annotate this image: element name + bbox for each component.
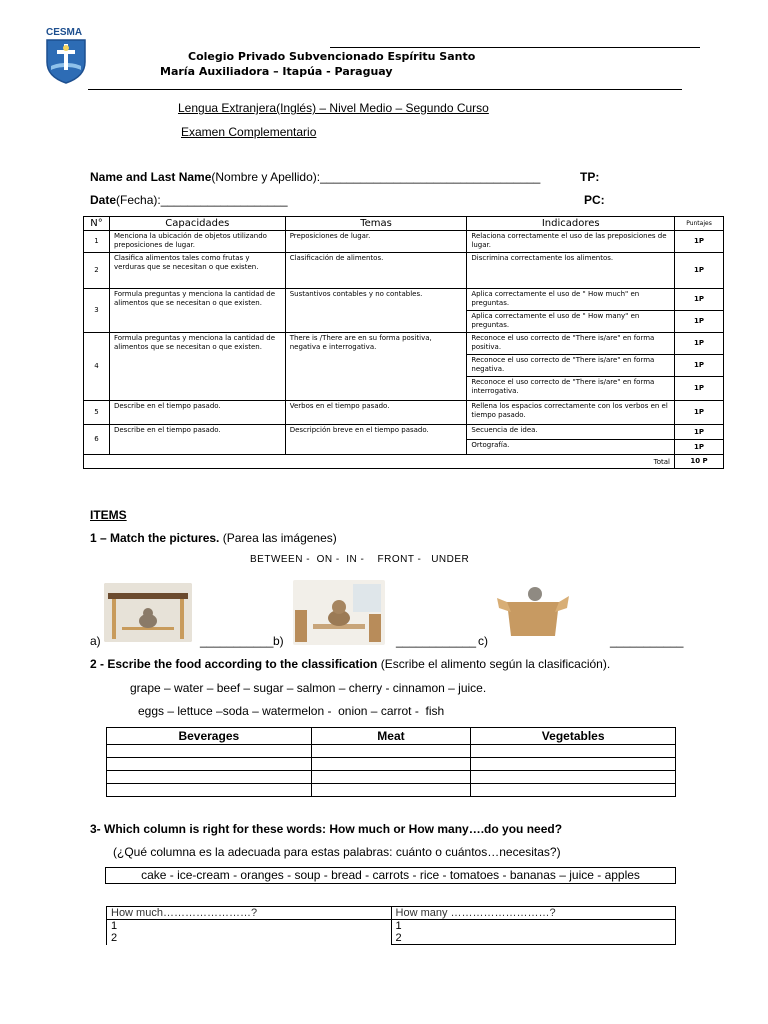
row-number: 2	[84, 253, 110, 289]
line-number: 2	[395, 932, 402, 944]
answer-cell[interactable]	[107, 920, 392, 945]
name-blank: (Nombre y Apellido):_________________________________	[211, 170, 541, 184]
question-2	[90, 657, 610, 671]
rubric-header-indicadores: Indicadores	[467, 217, 675, 231]
indicador-cell: Discrimina correctamente los alimentos.	[467, 253, 675, 289]
tema-cell: Preposiciones de lugar.	[285, 231, 467, 253]
puntaje-cell: 1P	[675, 355, 724, 377]
line-number: 1	[111, 920, 118, 933]
school-name: Colegio Privado Subvencionado Espíritu Santo	[188, 50, 476, 63]
date-field	[90, 193, 288, 207]
table-row	[84, 333, 724, 355]
q3-label: 3- Which column is right for these words: How much or How many….do you need?	[90, 822, 563, 836]
answer-cell[interactable]	[107, 745, 312, 758]
line-number: 2	[111, 932, 118, 945]
tema-cell: Clasificación de alimentos.	[285, 253, 467, 289]
capacidad-cell: Menciona la ubicación de objetos utilizando preposiciones de lugar.	[109, 231, 285, 253]
capacidad-cell: Formula preguntas y menciona la cantidad de alimentos que se necesitan o que existen.	[109, 333, 285, 401]
q2-words-line1: grape – water – beef – sugar – salmon – cherry - cinnamon – juice.	[130, 681, 487, 695]
q2-translation: (Escribe el alimento según la clasificación).	[380, 657, 611, 671]
indicador-cell: Rellena los espacios correctamente con los verbos en el tiempo pasado.	[467, 401, 675, 425]
answer-cell[interactable]	[471, 745, 676, 758]
header-top-line	[330, 47, 700, 48]
rubric-header-capacidades: Capacidades	[109, 217, 285, 231]
row-number: 3	[84, 289, 110, 333]
answer-cell[interactable]	[471, 784, 676, 797]
table-row	[107, 920, 676, 945]
match-c-label: c)	[478, 634, 488, 648]
total-row	[84, 455, 724, 469]
indicador-cell: Reconoce el uso correcto de "There is/are" en forma interrogativa.	[467, 377, 675, 401]
table-row	[84, 401, 724, 425]
line-number: 1	[395, 920, 402, 932]
school-location: María Auxiliadora – Itapúa - Paraguay	[160, 65, 393, 78]
total-value: 10 P	[675, 455, 724, 469]
answer-cell[interactable]	[471, 771, 676, 784]
table-row	[107, 784, 676, 797]
table-row	[84, 231, 724, 253]
indicador-cell: Reconoce el uso correcto de "There is/are" en forma positiva.	[467, 333, 675, 355]
q3-translation: (¿Qué columna es la adecuada para estas palabras: cuánto o cuántos…necesitas?)	[113, 845, 561, 859]
puntaje-cell: 1P	[675, 333, 724, 355]
indicador-cell: Aplica correctamente el uso de " How many" en preguntas.	[467, 311, 675, 333]
rubric-header-row	[84, 217, 724, 231]
puntaje-cell: 1P	[675, 253, 724, 289]
match-b-label: b)	[273, 634, 284, 648]
logo-text: CESMA	[46, 27, 83, 38]
cat-chairs-photo	[293, 580, 385, 645]
puntaje-cell: 1P	[675, 289, 724, 311]
match-a-label: a)	[90, 634, 101, 648]
beverages-header: Beverages	[107, 728, 312, 745]
name-label: Name and Last Name	[90, 170, 212, 184]
match-c-blank: ___________	[610, 634, 684, 648]
name-field	[90, 170, 540, 184]
puntaje-cell: 1P	[675, 425, 724, 440]
question-1	[90, 531, 337, 545]
puntaje-cell: 1P	[675, 440, 724, 455]
indicador-cell: Relaciona correctamente el uso de las preposiciones de lugar.	[467, 231, 675, 253]
answer-cell[interactable]	[107, 771, 312, 784]
total-label: Total	[84, 455, 675, 469]
how-many-header: How many ………………………?	[391, 907, 675, 920]
table-row	[107, 745, 676, 758]
food-classification-table	[106, 727, 676, 797]
row-number: 5	[84, 401, 110, 425]
match-a-blank: ___________	[200, 634, 274, 648]
table-row	[107, 771, 676, 784]
how-much-header: How much……………………?	[107, 907, 392, 920]
answer-cell[interactable]	[471, 758, 676, 771]
capacidad-cell: Describe en el tiempo pasado.	[109, 401, 285, 425]
tema-cell: Verbos en el tiempo pasado.	[285, 401, 467, 425]
answer-cell[interactable]	[311, 758, 471, 771]
meat-header: Meat	[311, 728, 471, 745]
tema-cell: There is /There are en su forma positiva, negativa e interrogativa.	[285, 333, 467, 401]
rubric-header-n: N°	[84, 217, 110, 231]
indicador-cell: Reconoce el uso correcto de "There is/are" en forma negativa.	[467, 355, 675, 377]
row-number: 4	[84, 333, 110, 401]
capacidad-cell: Formula preguntas y menciona la cantidad de alimentos que se necesitan o que existen.	[109, 289, 285, 333]
food-table-header	[107, 728, 676, 745]
table-row	[84, 289, 724, 311]
date-label: Date	[90, 193, 117, 207]
table-row	[107, 907, 676, 920]
q2-words-line2: eggs – lettuce –soda – watermelon - onion – carrot - fish	[138, 704, 445, 718]
answer-cell[interactable]	[391, 920, 675, 945]
tp-label: TP:	[580, 170, 600, 184]
how-much-many-table	[106, 906, 676, 945]
answer-cell[interactable]	[311, 745, 471, 758]
cat-box-photo	[493, 580, 573, 644]
indicador-cell: Secuencia de idea.	[467, 425, 675, 440]
pc-label: PC:	[584, 193, 605, 207]
answer-cell[interactable]	[107, 784, 312, 797]
answer-cell[interactable]	[311, 771, 471, 784]
rubric-header-temas: Temas	[285, 217, 467, 231]
q1-label: 1 – Match the pictures.	[90, 531, 220, 545]
tema-cell: Sustantivos contables y no contables.	[285, 289, 467, 333]
puntaje-cell: 1P	[675, 231, 724, 253]
row-number: 6	[84, 425, 110, 455]
puntaje-cell: 1P	[675, 377, 724, 401]
rubric-header-puntajes: Puntajes	[675, 217, 724, 231]
match-b-blank: ____________	[396, 634, 477, 648]
answer-cell[interactable]	[311, 784, 471, 797]
rubric-table	[83, 216, 724, 469]
table-row	[84, 425, 724, 440]
capacidad-cell: Clasifica alimentos tales como frutas y verduras que se necesitan o que existen.	[109, 253, 285, 289]
q3-word-bank: cake - ice-cream - oranges - soup - bread - carrots - rice - tomatoes - bananas – juice - apples	[105, 867, 676, 884]
date-blank: (Fecha):___________________	[116, 193, 288, 207]
q1-translation: (Parea las imágenes)	[222, 531, 337, 545]
exam-title: Examen Complementario	[181, 125, 317, 139]
puntaje-cell: 1P	[675, 311, 724, 333]
puntaje-cell: 1P	[675, 401, 724, 425]
indicador-cell: Aplica correctamente el uso de " How much" en preguntas.	[467, 289, 675, 311]
cat-table-photo	[104, 583, 192, 642]
q2-label: 2 - Escribe the food according to the classification	[90, 657, 378, 671]
items-title: ITEMS	[90, 508, 127, 522]
school-crest-icon	[45, 38, 87, 84]
vegetables-header: Vegetables	[471, 728, 676, 745]
header-bottom-line	[88, 89, 682, 90]
indicador-cell: Ortografía.	[467, 440, 675, 455]
table-row	[107, 758, 676, 771]
course-title: Lengua Extranjera(Inglés) – Nivel Medio – Segundo Curso	[178, 101, 489, 115]
row-number: 1	[84, 231, 110, 253]
q1-word-bank: BETWEEN - ON - IN - FRONT - UNDER	[250, 554, 470, 565]
tema-cell: Descripción breve en el tiempo pasado.	[285, 425, 467, 455]
capacidad-cell: Describe en el tiempo pasado.	[109, 425, 285, 455]
table-row	[84, 253, 724, 289]
answer-cell[interactable]	[107, 758, 312, 771]
